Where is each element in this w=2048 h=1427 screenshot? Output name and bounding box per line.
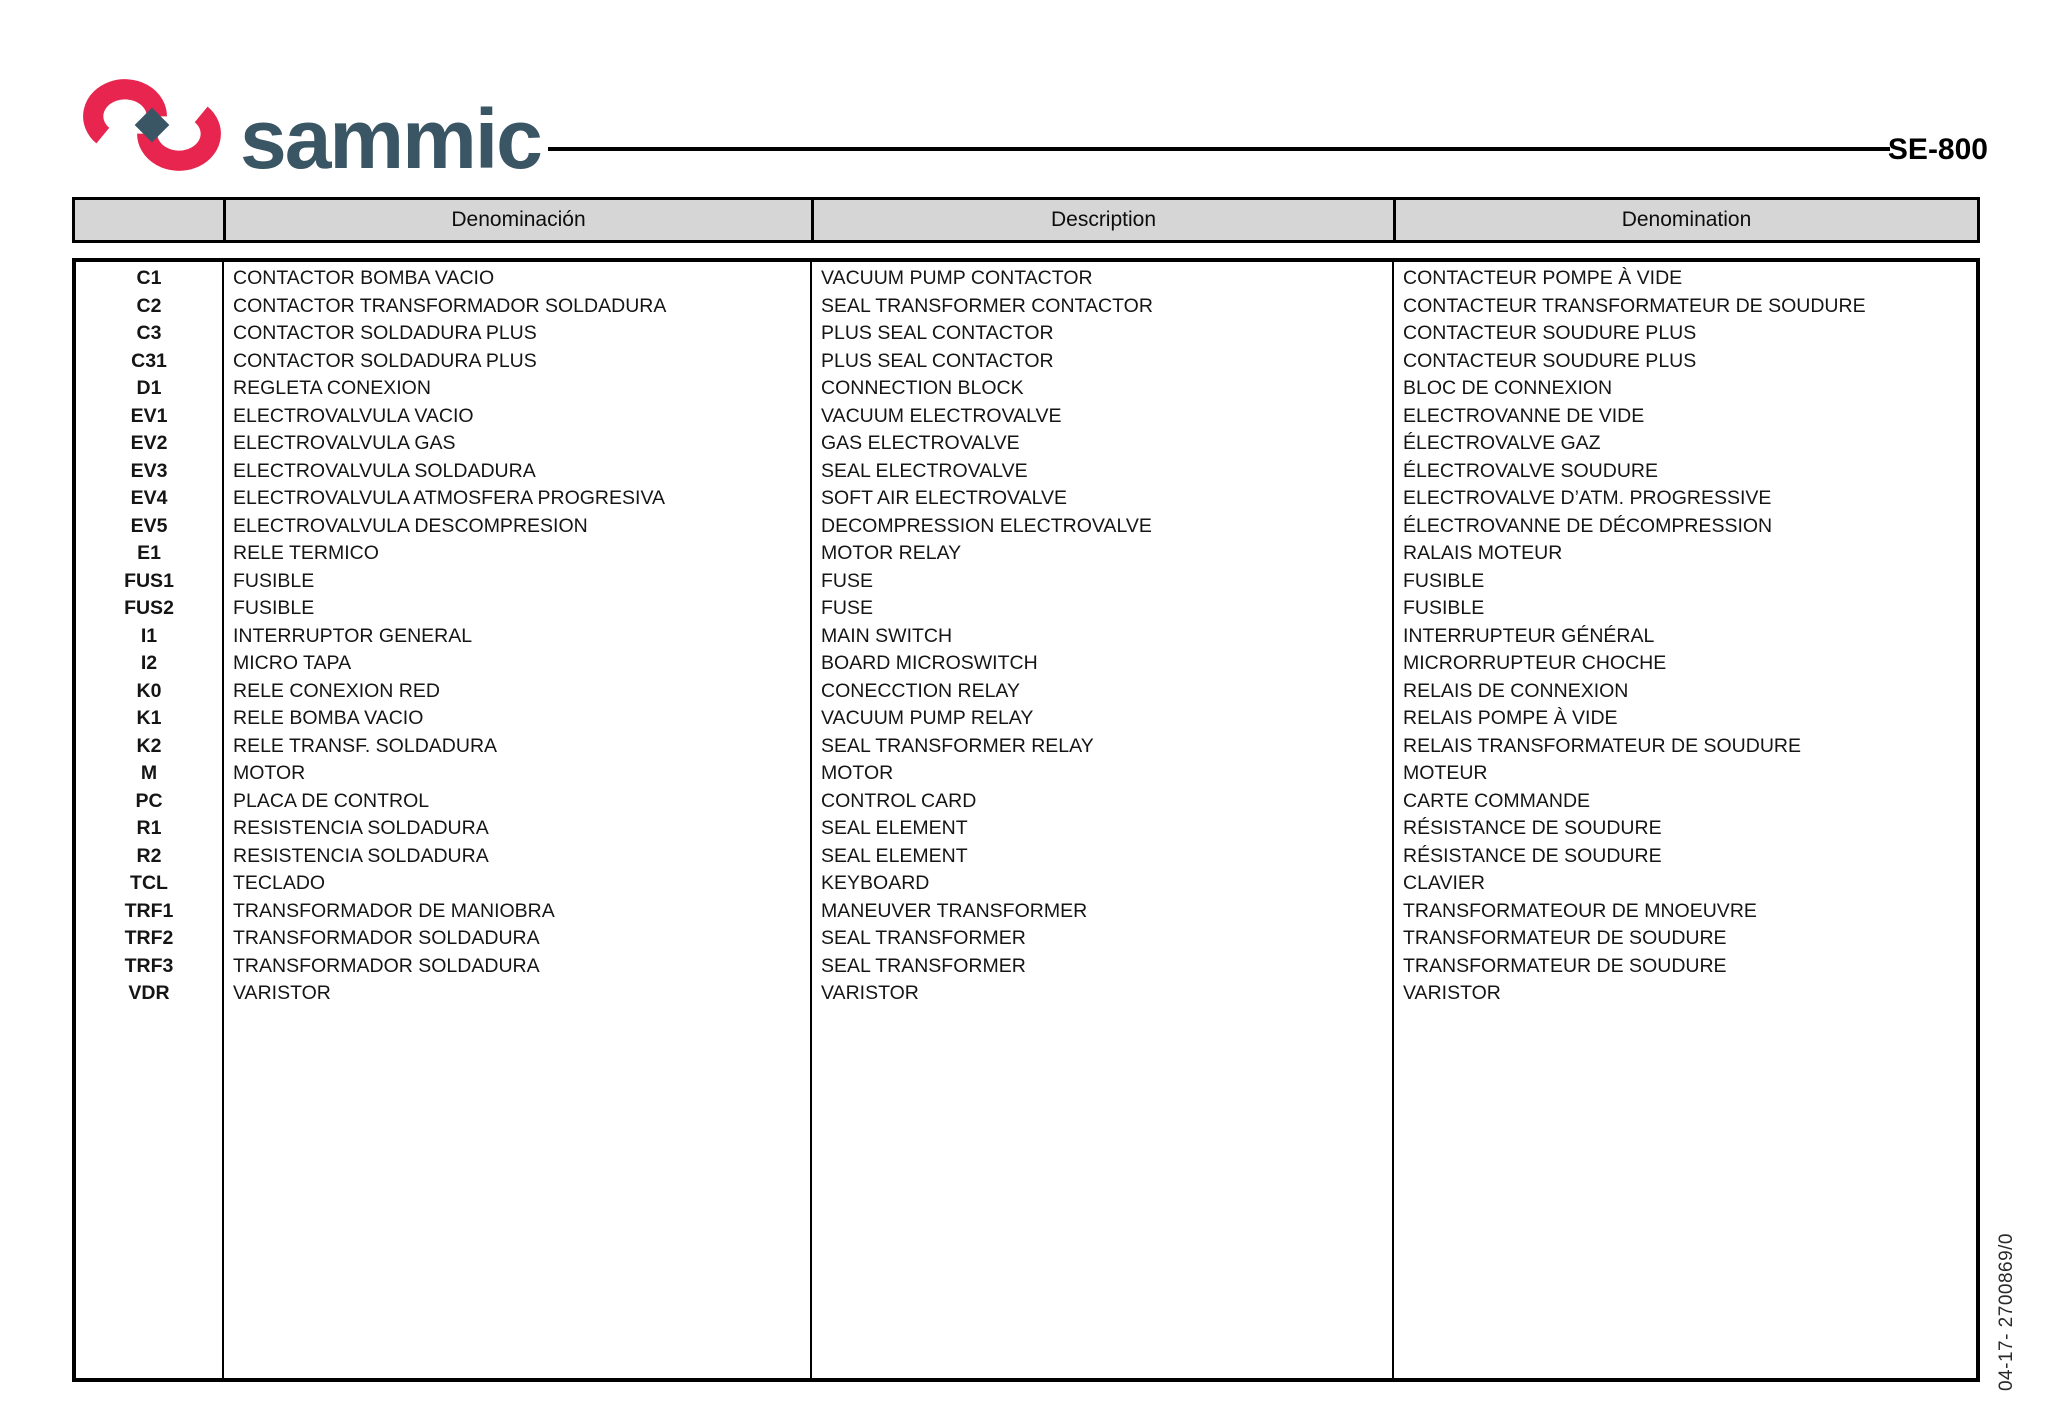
table-cell-en: CONTROL CARD [821, 789, 977, 812]
table-cell-fr: ÉLECTROVANNE DE DÉCOMPRESSION [1403, 514, 1773, 537]
table-cell-code: PC [135, 789, 163, 812]
table-cell-fr: TRANSFORMATEUR DE SOUDURE [1403, 927, 1727, 949]
table-cell-code: TRF3 [124, 954, 174, 977]
table-cell-code: K1 [136, 707, 162, 729]
table-cell-es: PLACA DE CONTROL [233, 789, 430, 812]
header-rule [548, 147, 1890, 151]
table-cell-es: RESISTENCIA SOLDADURA [233, 817, 489, 839]
brand-wordmark: sammic [240, 92, 541, 187]
table-cell-fr: CLAVIER [1403, 872, 1485, 894]
table-cell-code: D1 [136, 377, 162, 399]
table-cell-es: INTERRUPTOR GENERAL [233, 624, 473, 647]
table-cell-fr: RELAIS POMPE À VIDE [1403, 707, 1618, 729]
table-cell-es: CONTACTOR SOLDADURA PLUS [233, 349, 537, 372]
table-cell-fr: INTERRUPTEUR GÉNÉRAL [1403, 624, 1655, 647]
table-cell-code: R1 [136, 817, 162, 839]
table-cell-code: EV1 [130, 404, 168, 427]
table-cell-en: PLUS SEAL CONTACTOR [821, 349, 1054, 372]
table-cell-fr: ÉLECTROVALVE SOUDURE [1403, 459, 1659, 482]
table-cell-es: RELE TERMICO [233, 542, 379, 564]
table-cell-fr: MICRORRUPTEUR CHOCHE [1403, 652, 1667, 674]
sammic-logo-icon [76, 72, 228, 178]
table-cell-fr: ELECTROVALVE D’ATM. PROGRESSIVE [1403, 487, 1772, 509]
table-cell-en: MOTOR RELAY [821, 542, 962, 564]
table-cell-en: SEAL ELEMENT [821, 844, 968, 867]
table-cell-en: VACUUM ELECTROVALVE [821, 404, 1062, 427]
table-cell-fr: CONTACTEUR SOUDURE PLUS [1403, 349, 1697, 372]
table-cell-fr: RÉSISTANCE DE SOUDURE [1403, 844, 1662, 867]
doc-number: 04-17- 2700869/0 [1996, 1232, 2017, 1391]
table-cell-en: MANEUVER TRANSFORMER [821, 899, 1088, 922]
table-cell-fr: CONTACTEUR TRANSFORMATEUR DE SOUDURE [1403, 294, 1866, 317]
table-cell-en: GAS ELECTROVALVE [821, 432, 1020, 454]
table-cell-code: FUS2 [124, 597, 174, 619]
table-cell-es: TRANSFORMADOR DE MANIOBRA [233, 899, 555, 922]
table-cell-code: M [140, 762, 158, 784]
table-cell-fr: CONTACTEUR SOUDURE PLUS [1403, 322, 1697, 344]
table-cell-es: CONTACTOR TRANSFORMADOR SOLDADURA [233, 294, 667, 317]
table-cell-es: REGLETA CONEXION [233, 377, 431, 399]
table-cell-fr: RÉSISTANCE DE SOUDURE [1403, 817, 1662, 839]
table-cell-code: EV5 [130, 514, 168, 537]
table-cell-es: ELECTROVALVULA DESCOMPRESION [233, 514, 588, 537]
table-cell-fr: RELAIS DE CONNEXION [1403, 679, 1629, 702]
table-cell-code: C3 [136, 322, 162, 344]
table-cell-en: VACUUM PUMP CONTACTOR [821, 267, 1093, 289]
table-cell-code: K0 [136, 679, 162, 702]
column-denominacion [222, 262, 810, 1378]
table-body [72, 258, 1980, 1382]
table-cell-code: EV2 [130, 432, 168, 454]
table-cell-fr: BLOC DE CONNEXION [1403, 377, 1613, 399]
table-cell-fr: TRANSFORMATEUR DE SOUDURE [1403, 954, 1727, 977]
table-cell-en: FUSE [821, 597, 874, 619]
table-cell-code: TRF1 [124, 899, 174, 922]
table-cell-es: RELE TRANSF. SOLDADURA [233, 734, 498, 757]
product-code: SE-800 [1887, 133, 1988, 166]
table-cell-en: SEAL ELECTROVALVE [821, 459, 1028, 482]
table-cell-en: SEAL TRANSFORMER [821, 927, 1026, 949]
brand-header [76, 72, 541, 187]
table-cell-en: DECOMPRESSION ELECTROVALVE [821, 514, 1152, 537]
table-cell-en: SEAL TRANSFORMER RELAY [821, 734, 1094, 757]
table-cell-code: TCL [130, 872, 168, 894]
table-cell-en: SOFT AIR ELECTROVALVE [821, 487, 1067, 509]
table-cell-code: R2 [136, 844, 162, 867]
table-cell-fr: VARISTOR [1403, 982, 1501, 1004]
table-cell-fr: CARTE COMMANDE [1403, 789, 1591, 812]
table-cell-en: VARISTOR [821, 982, 919, 1004]
table-cell-code: E1 [137, 542, 161, 564]
table-cell-fr: RALAIS MOTEUR [1403, 542, 1563, 564]
header-cell-denominacion: Denominación [223, 200, 811, 240]
header-cell-denomination: Denomination [1393, 200, 1977, 240]
table-cell-es: MOTOR [233, 762, 306, 784]
table-cell-en: BOARD MICROSWITCH [821, 652, 1038, 674]
table-cell-code: EV3 [130, 459, 168, 482]
column-denomination [1392, 262, 1976, 1378]
table-cell-es: RELE CONEXION RED [233, 679, 440, 702]
table-cell-code: K2 [136, 734, 162, 757]
table-cell-es: ELECTROVALVULA GAS [233, 432, 456, 454]
table-cell-fr: RELAIS TRANSFORMATEUR DE SOUDURE [1403, 734, 1801, 757]
table-cell-code: EV4 [130, 487, 168, 509]
table-cell-en: SEAL TRANSFORMER [821, 954, 1026, 977]
table-cell-es: CONTACTOR SOLDADURA PLUS [233, 322, 537, 344]
table-cell-en: PLUS SEAL CONTACTOR [821, 322, 1054, 344]
table-cell-en: SEAL TRANSFORMER CONTACTOR [821, 294, 1153, 317]
table-cell-es: FUSIBLE [233, 569, 315, 592]
table-cell-code: VDR [128, 982, 170, 1004]
table-cell-en: VACUUM PUMP RELAY [821, 707, 1034, 729]
table-cell-es: VARISTOR [233, 982, 331, 1004]
table-cell-es: TRANSFORMADOR SOLDADURA [233, 927, 540, 949]
table-cell-en: CONNECTION BLOCK [821, 377, 1024, 399]
table-cell-fr: MOTEUR [1403, 762, 1488, 784]
table-cell-code: C2 [136, 294, 162, 317]
header-cell-description: Description [811, 200, 1393, 240]
table-cell-code: C1 [136, 267, 162, 289]
table-cell-code: I2 [140, 652, 158, 674]
table-cell-fr: TRANSFORMATEOUR DE MNOEUVRE [1403, 899, 1757, 922]
column-code [76, 262, 222, 1378]
table-cell-es: ELECTROVALVULA ATMOSFERA PROGRESIVA [233, 487, 666, 509]
table-cell-fr: ELECTROVANNE DE VIDE [1403, 404, 1645, 427]
table-cell-code: FUS1 [124, 569, 174, 592]
table-cell-en: SEAL ELEMENT [821, 817, 968, 839]
table-cell-fr: ÉLECTROVALVE GAZ [1403, 432, 1601, 454]
table-cell-en: FUSE [821, 569, 874, 592]
table-header [72, 197, 1980, 243]
table-cell-fr: CONTACTEUR POMPE À VIDE [1403, 267, 1683, 289]
table-cell-fr: FUSIBLE [1403, 597, 1485, 619]
table-cell-es: CONTACTOR BOMBA VACIO [233, 267, 495, 289]
table-cell-fr: FUSIBLE [1403, 569, 1485, 592]
table-cell-code: TRF2 [124, 927, 174, 949]
table-cell-en: CONECCTION RELAY [821, 679, 1020, 702]
table-cell-es: ELECTROVALVULA VACIO [233, 404, 474, 427]
table-cell-es: FUSIBLE [233, 597, 315, 619]
column-description [810, 262, 1392, 1378]
header-cell-code [75, 200, 223, 240]
table-cell-code: C31 [131, 349, 167, 372]
table-cell-es: ELECTROVALVULA SOLDADURA [233, 459, 536, 482]
table-cell-es: MICRO TAPA [233, 652, 352, 674]
table-cell-en: KEYBOARD [821, 872, 930, 894]
table-cell-es: RELE BOMBA VACIO [233, 707, 424, 729]
table-cell-en: MAIN SWITCH [821, 624, 953, 647]
table-cell-es: RESISTENCIA SOLDADURA [233, 844, 489, 867]
table-cell-es: TRANSFORMADOR SOLDADURA [233, 954, 540, 977]
table-cell-es: TECLADO [233, 872, 326, 894]
table-cell-en: MOTOR [821, 762, 894, 784]
table-cell-code: I1 [140, 624, 158, 647]
